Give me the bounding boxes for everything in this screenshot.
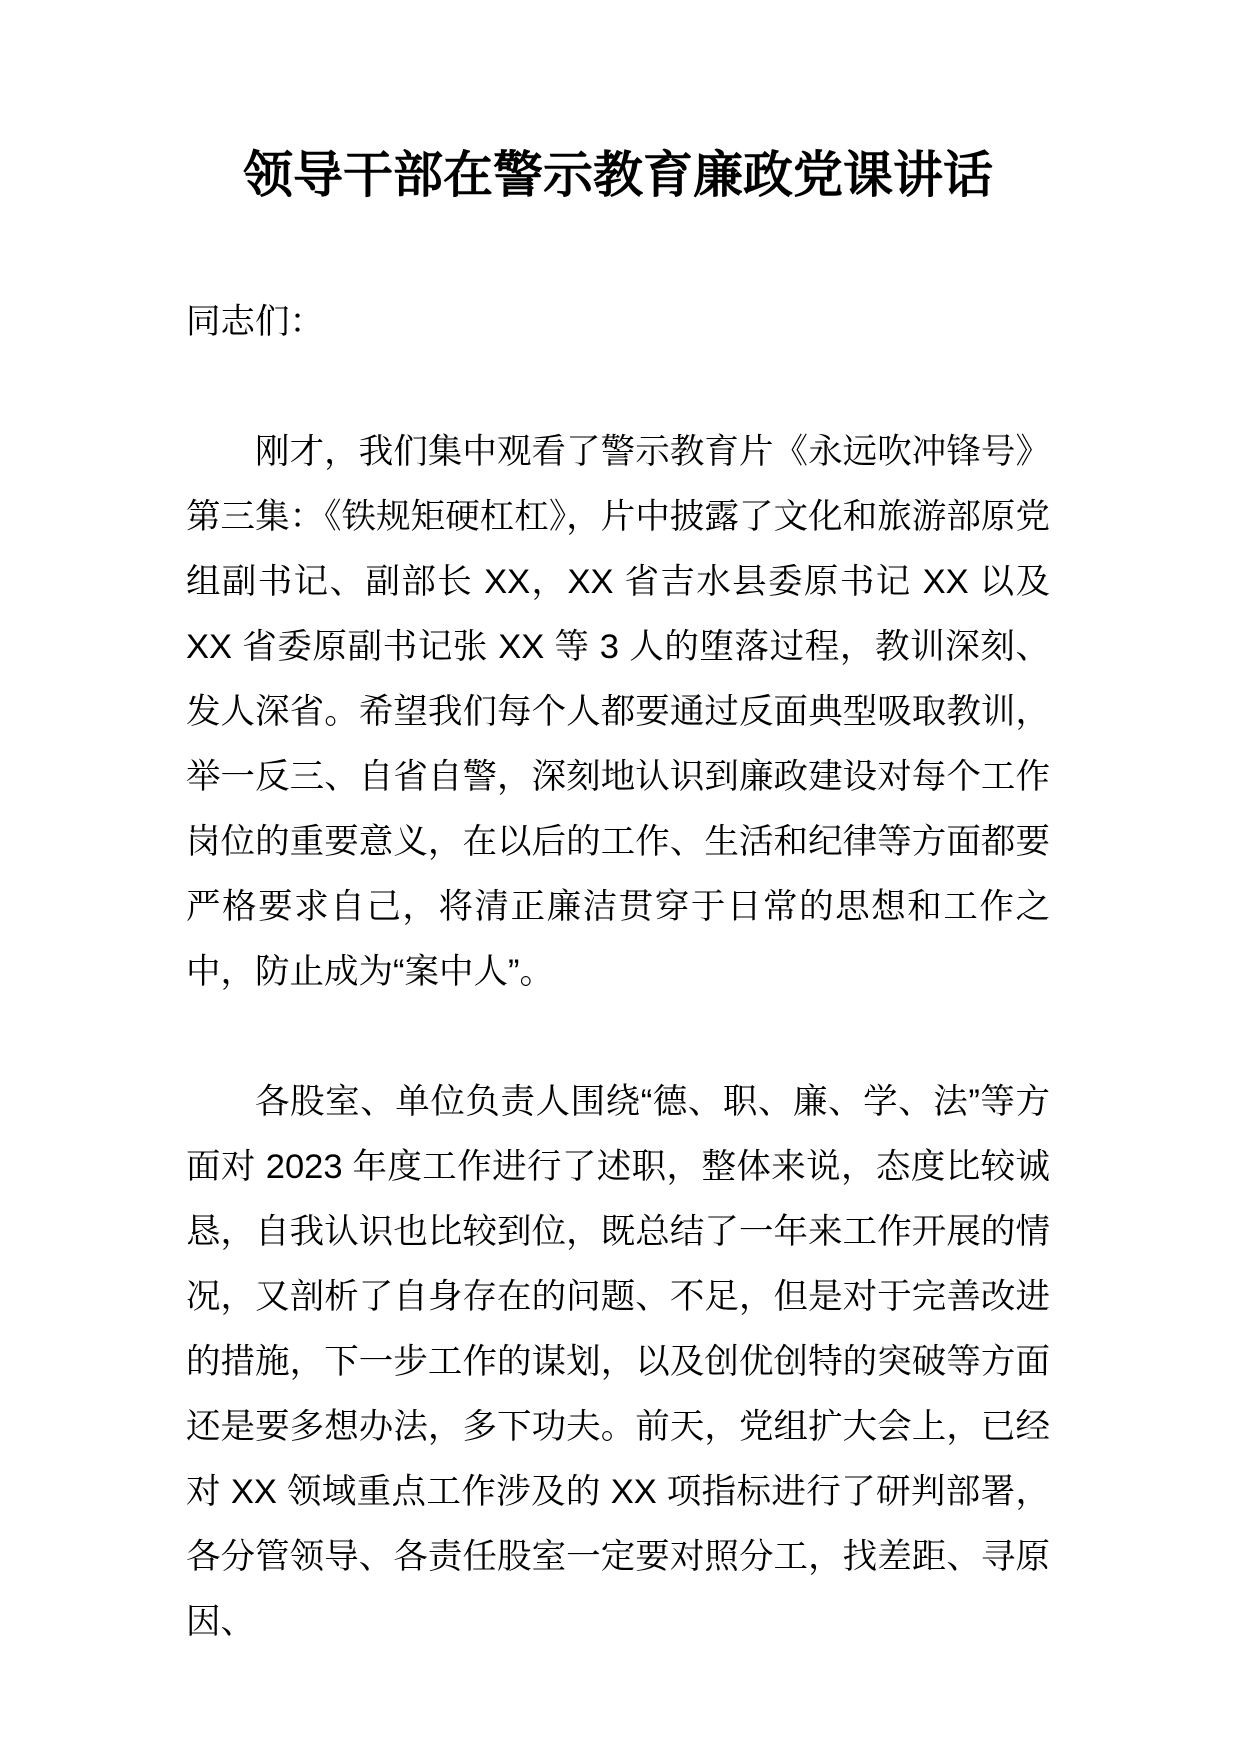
paragraph-1: 刚才，我们集中观看了警示教育片《永远吹冲锋号》第三集：《铁规矩硬杠杠》，片中披露了文化和旅游部原党组副书记、副部长 XX，XX 省吉水县委原书记 XX 以及 XX 省委原副书记张 XX 等 3 人的堕落过程，教训深刻、发人深省。希望我们每个人都要通过反面典型吸取教训，举一反三、自省自警，深刻地认识到廉政建设对每个工作岗位的重要意义，在以后的工作、生活和纪律等方面都要严格要求自己，将清正廉洁贯穿于日常的思想和工作之中，防止成为“案中人”。 (186, 433, 1050, 991)
paragraph-2: 各股室、单位负责人围绕“德、职、廉、学、法”等方面对 2023 年度工作进行了述职，整体来说，态度比较诚恳，自我认识也比较到位，既总结了一年来工作开展的情况，又剖析了自身存在的问题、不足，但是对于完善改进的措施，下一步工作的谋划，以及创优创特的突破等方面还是要多想办法，多下功夫。前天，党组扩大会上，已经对 XX 领域重点工作涉及的 XX 项指标进行了研判部署，各分管领导、各责任股室一定要对照分工，找差距、寻原因、 (186, 1083, 1050, 1641)
document-title: 领导干部在警示教育廉政党课讲话 (243, 147, 993, 203)
salutation-line: 同志们： (186, 303, 324, 341)
